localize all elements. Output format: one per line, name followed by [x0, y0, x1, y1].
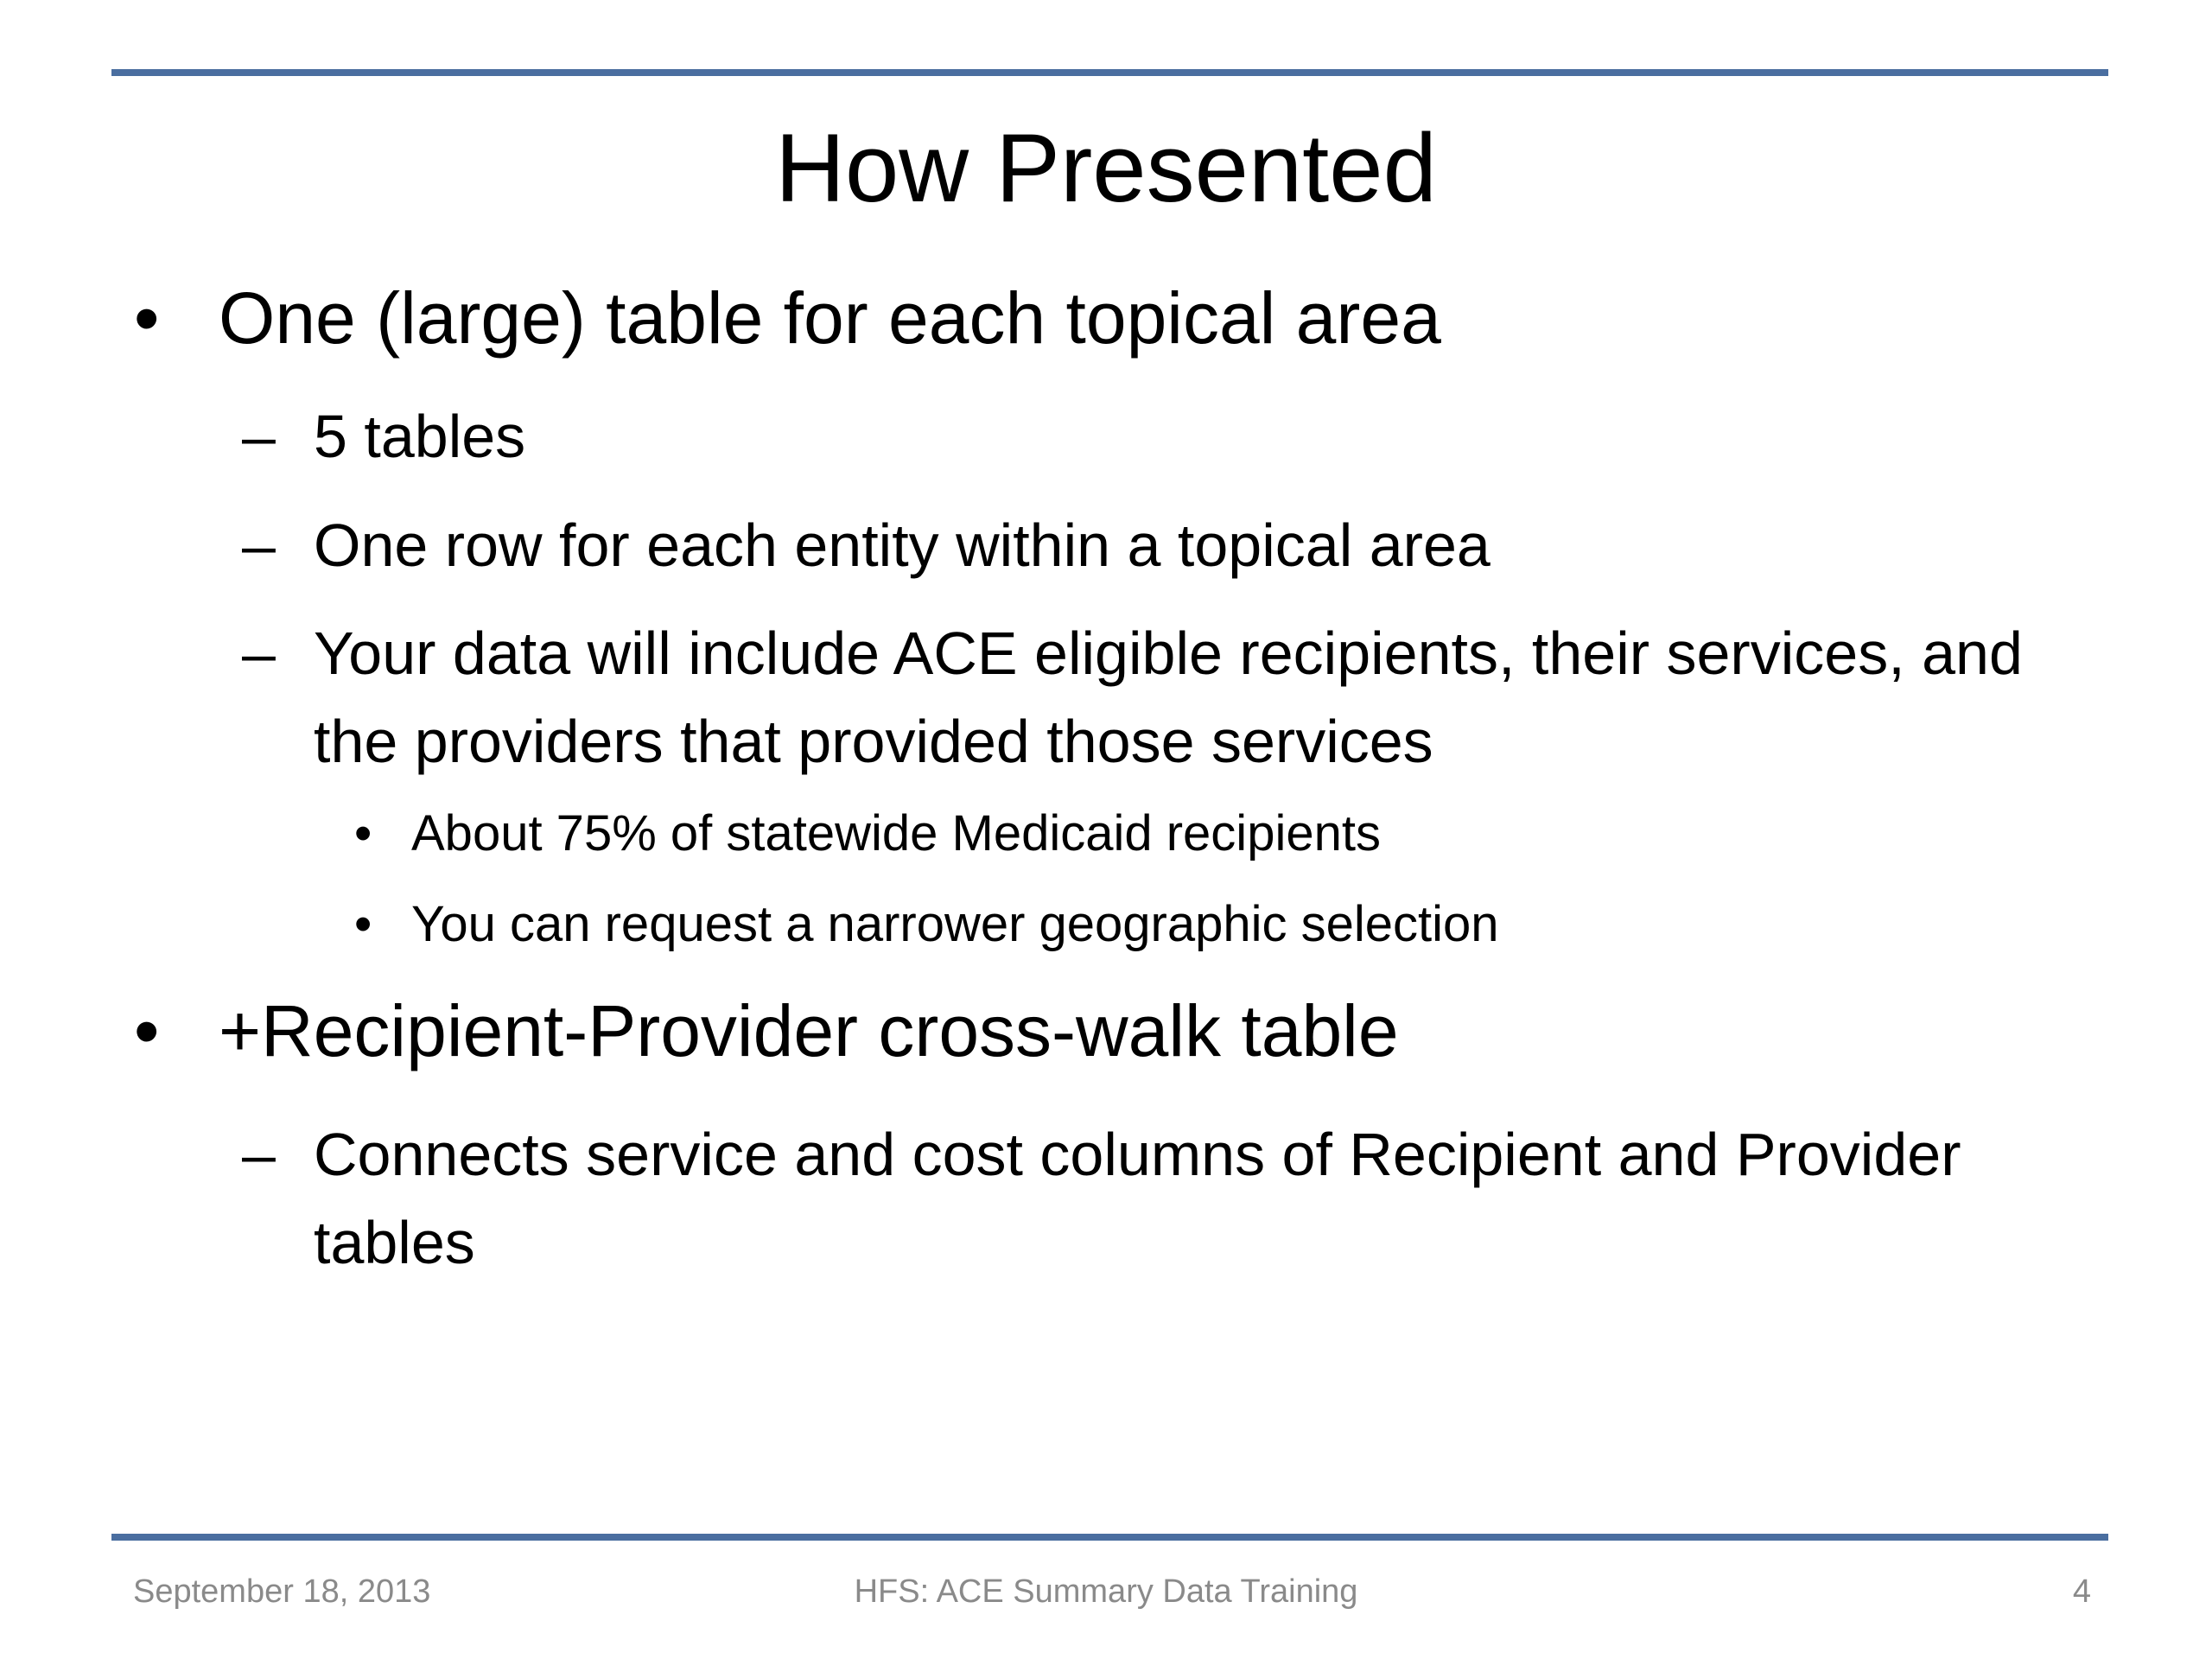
- bullet-text: Your data will include ACE eligible recipients, their services, and the providers that provided those services: [314, 620, 2023, 775]
- bullet-dash-icon: –: [242, 620, 276, 687]
- bullet-text: About 75% of statewide Medicaid recipients: [411, 805, 1381, 861]
- top-divider: [111, 69, 2108, 76]
- bullet-text: Connects service and cost columns of Recipient and Provider tables: [314, 1121, 1961, 1276]
- bullet-dot-icon: •: [354, 896, 372, 952]
- bottom-divider: [111, 1534, 2108, 1541]
- footer-date: September 18, 2013: [133, 1573, 431, 1610]
- bullet-text: One (large) table for each topical area: [219, 277, 1441, 359]
- bullet-dash-icon: –: [242, 403, 276, 470]
- slide-title: How Presented: [775, 114, 1437, 222]
- bullet-level1: [134, 988, 2087, 1074]
- bullet-level2: [242, 609, 2100, 785]
- bullet-level2: [242, 1110, 2100, 1287]
- bullet-dash-icon: –: [242, 512, 276, 579]
- page-number: 4: [2072, 1573, 2091, 1610]
- bullet-level2: [242, 392, 2100, 480]
- bullet-level2: [242, 501, 2100, 589]
- bullet-text: One row for each entity within a topical area: [314, 512, 1491, 579]
- bullet-dash-icon: –: [242, 1121, 276, 1188]
- bullet-level1: [134, 275, 2087, 361]
- bullet-text: You can request a narrower geographic selection: [411, 896, 1499, 952]
- bullet-dot-icon: •: [134, 277, 160, 359]
- bullet-level3: [354, 799, 2039, 868]
- bullet-text: +Recipient-Provider cross-walk table: [219, 990, 1399, 1071]
- bullet-dot-icon: •: [354, 805, 372, 861]
- bullet-text: 5 tables: [314, 403, 526, 470]
- footer-title: HFS: ACE Summary Data Training: [854, 1573, 1358, 1610]
- bullet-level3: [354, 890, 2039, 959]
- bullet-dot-icon: •: [134, 990, 160, 1071]
